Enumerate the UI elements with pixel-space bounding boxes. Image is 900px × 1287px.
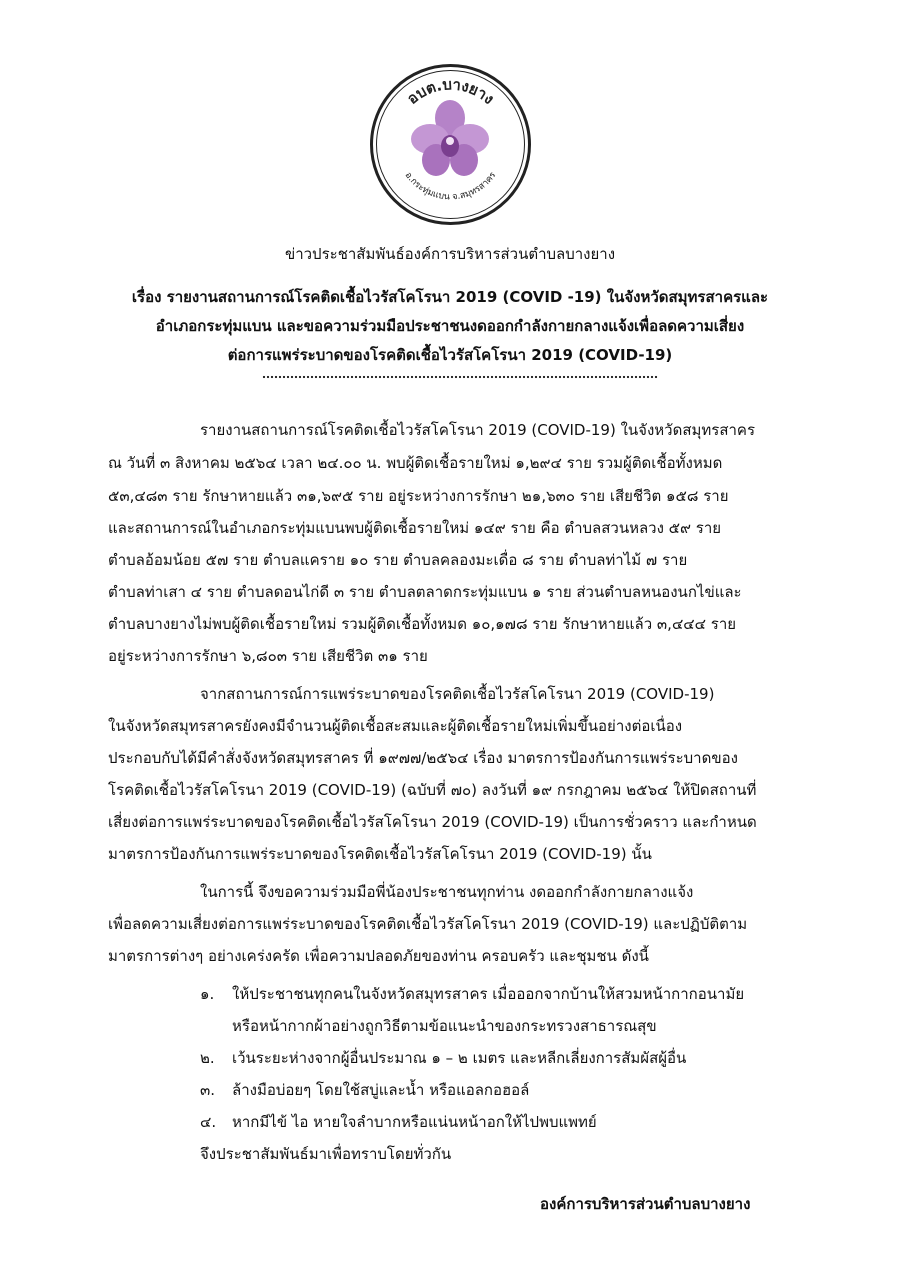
subject-line: อำเภอกระทุ่มแบน และขอความร่วมมือประชาชนงดออกกำลังกายกลางแจ้งเพื่อลดความเสี่ยง [155, 317, 745, 335]
measure-text: เว้นระยะห่างจากผู้อื่นประมาณ ๑ – ๒ เมตร และหลีกเลี่ยงการสัมผัสผู้อื่น [232, 1049, 687, 1067]
logo-bottom-text: อ.กระทุ่มแบน จ.สมุทรสาคร [402, 170, 499, 203]
announcement-subject [60, 283, 840, 370]
paragraph1-line: ตำบลอ้อมน้อย ๕๗ ราย ตำบลแคราย ๑๐ ราย ตำบลคลองมะเดื่อ ๘ ราย ตำบลท่าไม้ ๗ ราย [108, 551, 688, 569]
paragraph2-line: โรคติดเชื้อไวรัสโคโรนา 2019 (COVID-19) (ฉบับที่ ๗๐) ลงวันที่ ๑๙ กรกฎาคม ๒๕๖๔ ให้ปิดสถานที่ [108, 781, 757, 799]
paragraph1-line: ณ วันที่ ๓ สิงหาคม ๒๕๖๔ เวลา ๒๔.๐๐ น. พบผู้ติดเชื้อรายใหม่ ๑,๒๙๔ ราย รวมผู้ติดเชื้อทั้งหมด [108, 454, 723, 472]
paragraph1-line: ตำบลบางยางไม่พบผู้ติดเชื้อรายใหม่ รวมผู้ติดเชื้อทั้งหมด ๑๐,๑๗๘ ราย รักษาหายแล้ว ๓,๔๔๔ ราย [108, 615, 737, 633]
measure-text: หรือหน้ากากผ้าอย่างถูกวิธีตามข้อแนะนำของกระทรวงสาธารณสุข [232, 1017, 657, 1035]
subject-line: เรื่อง รายงานสถานการณ์โรคติดเชื้อไวรัสโคโรนา 2019 (COVID -19) ในจังหวัดสมุทรสาครและ [131, 288, 769, 306]
paragraph3-line: ในการนี้ จึงขอความร่วมมือพี่น้องประชาชนทุกท่าน งดออกกำลังกายกลางแจ้ง [200, 883, 694, 901]
measure-text: ให้ประชาชนทุกคนในจังหวัดสมุทรสาคร เมื่อออกจากบ้านให้สวมหน้ากากอนามัย [232, 985, 745, 1003]
dotted-divider [262, 375, 658, 379]
signer-name: องค์การบริหารส่วนตำบลบางยาง [540, 1195, 751, 1213]
svg-text:อ.กระทุ่มแบน จ.สมุทรสาคร [403, 170, 499, 202]
bangyang-sao-seal-logo [368, 62, 533, 227]
paragraph1-line: ตำบลท่าเสา ๔ ราย ตำบลดอนไก่ดี ๓ ราย ตำบลตลาดกระทุ่มแบน ๑ ราย ส่วนตำบลหนองนกไข่และ [108, 583, 742, 601]
paragraph1-line: ๕๓,๔๘๓ ราย รักษาหายแล้ว ๓๑,๖๙๕ ราย อยู่ระหว่างการรักษา ๒๑,๖๓๐ ราย เสียชีวิต ๑๕๘ ราย [108, 487, 729, 505]
measure-number: ๓. [200, 1081, 216, 1099]
paragraph3-line: มาตรการต่างๆ อย่างเคร่งครัด เพื่อความปลอดภัยของท่าน ครอบครัว และชุมชน ดังนี้ [108, 947, 649, 965]
subject-line: ต่อการแพร่ระบาดของโรคติดเชื้อไวรัสโคโรนา 2019 (COVID-19) [227, 346, 673, 364]
paragraph2-line: เสี่ยงต่อการแพร่ระบาดของโรคติดเชื้อไวรัสโคโรนา 2019 (COVID-19) เป็นการชั่วคราว และกำหนด [108, 813, 757, 831]
orchid-icon [411, 100, 489, 176]
measure-text: หากมีไข้ ไอ หายใจลำบากหรือแน่นหน้าอกให้ไปพบแพทย์ [232, 1113, 597, 1131]
paragraph3-line: เพื่อลดความเสี่ยงต่อการแพร่ระบาดของโรคติดเชื้อไวรัสโคโรนา 2019 (COVID-19) และปฏิบัติตาม [108, 915, 748, 933]
paragraph2-line: ในจังหวัดสมุทรสาครยังคงมีจำนวนผู้ติดเชื้อสะสมและผู้ติดเชื้อรายใหม่เพิ่มขึ้นอย่างต่อเนื่อง [108, 717, 683, 735]
measure-number: ๔. [200, 1113, 217, 1131]
paragraph1-line: รายงานสถานการณ์โรคติดเชื้อไวรัสโคโรนา 2019 (COVID-19) ในจังหวัดสมุทรสาคร [200, 421, 755, 439]
paragraph2-line: ประกอบกับได้มีคำสั่งจังหวัดสมุทรสาคร ที่ ๑๙๗๗/๒๕๖๔ เรื่อง มาตรการป้องกันการแพร่ระบาดของ [108, 749, 738, 767]
closing-text: จึงประชาสัมพันธ์มาเพื่อทราบโดยทั่วกัน [200, 1145, 452, 1163]
paragraph1-line: และสถานการณ์ในอำเภอกระทุ่มแบนพบผู้ติดเชื้อรายใหม่ ๑๔๙ ราย คือ ตำบลสวนหลวง ๕๙ ราย [108, 519, 722, 537]
paragraph2-line: จากสถานการณ์การแพร่ระบาดของโรคติดเชื้อไวรัสโคโรนา 2019 (COVID-19) [200, 685, 715, 703]
measure-number: ๒. [200, 1049, 215, 1067]
announcement-title: ข่าวประชาสัมพันธ์องค์การบริหารส่วนตำบลบางยาง [284, 245, 616, 263]
measure-number: ๑. [200, 985, 215, 1003]
measure-text: ล้างมือบ่อยๆ โดยใช้สบู่และน้ำ หรือแอลกอฮอล์ [232, 1081, 530, 1099]
paragraph2-line: มาตรการป้องกันการแพร่ระบาดของโรคติดเชื้อไวรัสโคโรนา 2019 (COVID-19) นั้น [108, 845, 652, 863]
paragraph1-line: อยู่ระหว่างการรักษา ๖,๘๐๓ ราย เสียชีวิต ๓๑ ราย [108, 647, 428, 665]
logo-top-text: อบต.บางยาง [403, 75, 498, 108]
